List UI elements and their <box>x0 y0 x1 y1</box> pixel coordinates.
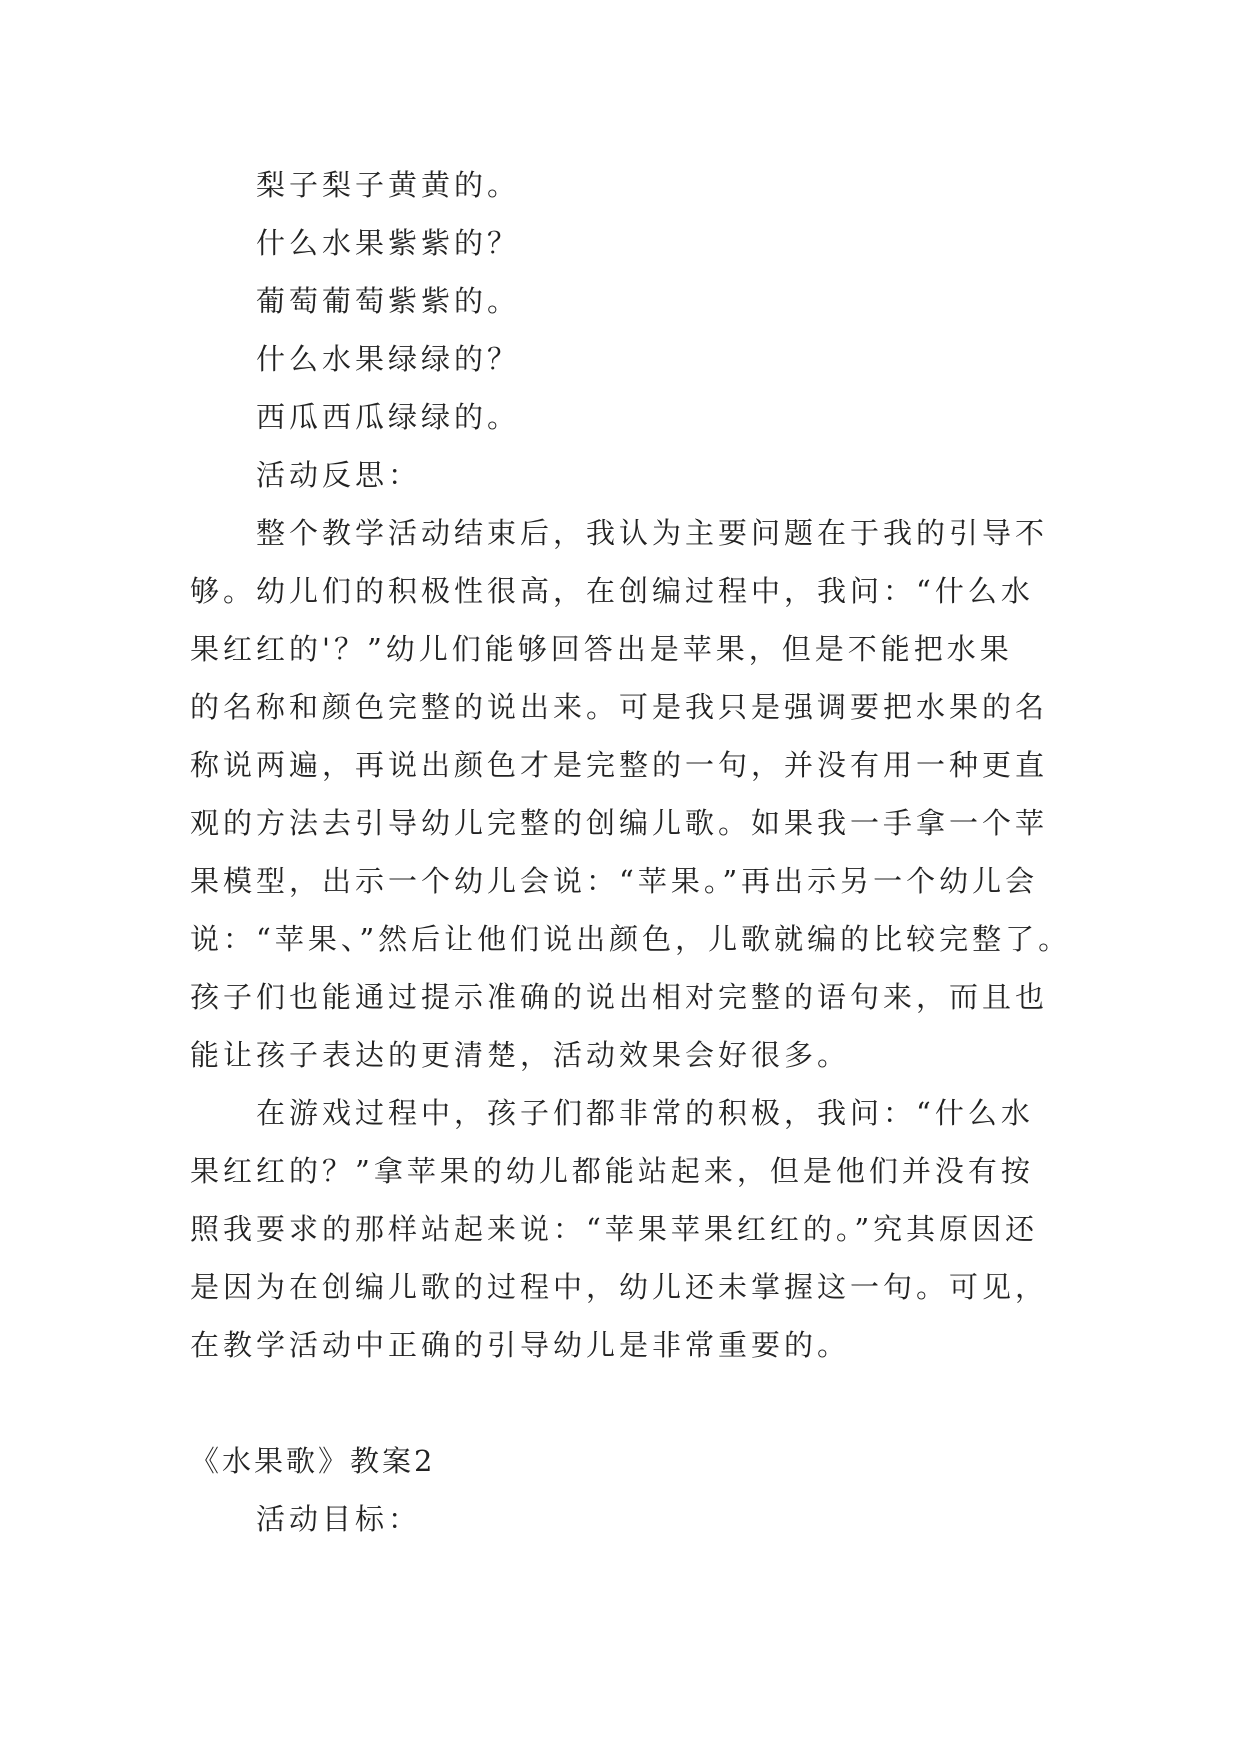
paragraph-line: 在游戏过程中，孩子们都非常的积极，我问：“什么水 <box>256 1096 1034 1130</box>
section-gap <box>190 1374 1070 1432</box>
reflection-label: 活动反思： <box>256 458 422 492</box>
paragraph-line: 观的方法去引导幼儿完整的创编儿歌。如果我一手拿一个苹 <box>190 806 1049 840</box>
paragraph-line: 果红红的？”拿苹果的幼儿都能站起来，但是他们并没有按 <box>190 1154 1034 1188</box>
paragraph-line: 够。幼儿们的积极性很高，在创编过程中，我问：“什么水 <box>190 574 1034 608</box>
poem-line: 葡萄葡萄紫紫的。 <box>256 284 521 318</box>
paragraph-line: 果模型，出示一个幼儿会说：“苹果。”再出示另一个幼儿会 <box>190 864 1039 898</box>
poem-line: 梨子梨子黄黄的。 <box>256 168 521 202</box>
document-body <box>190 156 1070 1548</box>
goal-label: 活动目标： <box>256 1502 422 1536</box>
paragraph-line: 说：“苹果、”然后让他们说出颜色，儿歌就编的比较完整了。 <box>190 922 1072 956</box>
poem-line: 西瓜西瓜绿绿的。 <box>256 400 521 434</box>
poem-line: 什么水果紫紫的？ <box>256 226 521 260</box>
paragraph-line: 果红红的'？”幼儿们能够回答出是苹果，但是不能把水果 <box>190 632 1013 666</box>
paragraph-line: 照我要求的那样站起来说：“苹果苹果红红的。”究其原因还 <box>190 1212 1039 1246</box>
paragraph-line: 整个教学活动结束后，我认为主要问题在于我的引导不 <box>256 516 1049 550</box>
reflection-paragraph-1 <box>190 504 1070 1084</box>
poem-line: 什么水果绿绿的？ <box>256 342 521 376</box>
paragraph-line: 称说两遍，再说出颜色才是完整的一句，并没有用一种更直 <box>190 748 1049 782</box>
paragraph-line: 能让孩子表达的更清楚，活动效果会好很多。 <box>190 1038 851 1072</box>
paragraph-line: 在教学活动中正确的引导幼儿是非常重要的。 <box>190 1328 851 1362</box>
section-title: 《水果歌》教案2 <box>190 1444 436 1478</box>
reflection-paragraph-2 <box>190 1084 1070 1374</box>
paragraph-line: 的名称和颜色完整的说出来。可是我只是强调要把水果的名 <box>190 690 1049 724</box>
paragraph-line: 孩子们也能通过提示准确的说出相对完整的语句来，而且也 <box>190 980 1049 1014</box>
paragraph-line: 是因为在创编儿歌的过程中，幼儿还未掌握这一句。可见， <box>190 1270 1049 1304</box>
